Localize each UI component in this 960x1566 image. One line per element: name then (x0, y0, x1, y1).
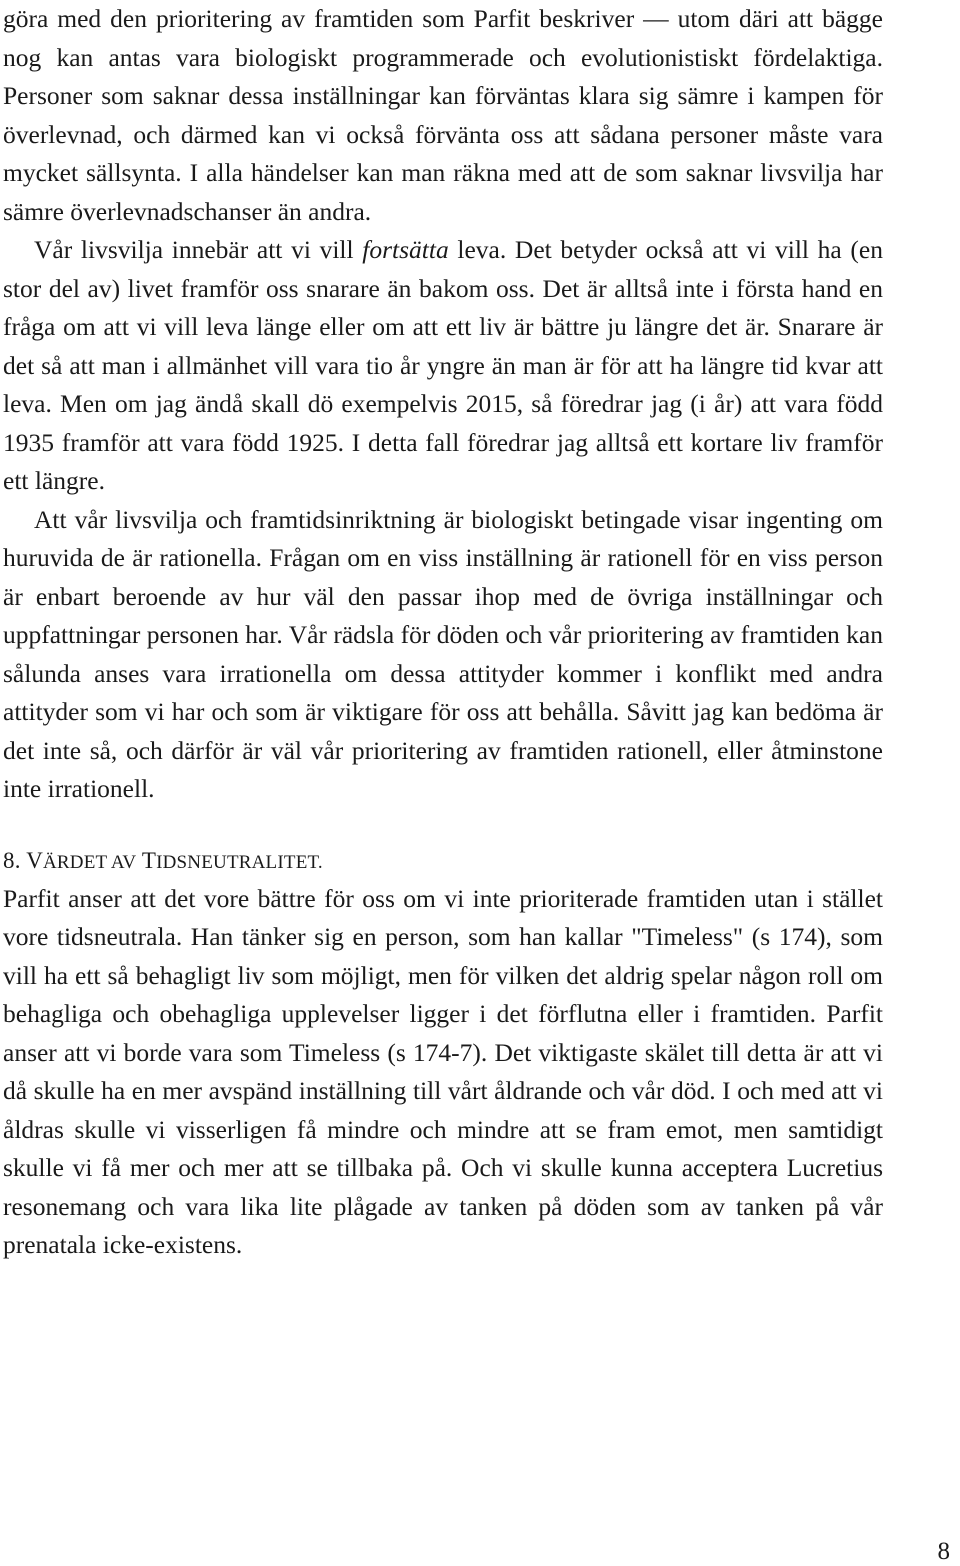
heading-smallcaps: AV (110, 851, 137, 873)
body-paragraph (3, 231, 883, 501)
paragraph-text: leva. Det betyder också att vi vill ha (en stor del av) livet framför oss snarare än bakom oss. Det är alltså inte i första hand en fråga om att vi vill leva länge eller om att ett liv är bättre ju längre det är. Snarare är det så att man i allmänhet vill vara tio år yngre än man är för att ha längre tid kvar att leva. Men om jag ändå skall dö exempelvis 2015, så föredrar jag (i år) att vara född 1935 framför att vara född 1925. I detta fall föredrar jag alltså ett kortare liv framför ett längre. (3, 235, 883, 495)
emphasized-word: fortsätta (362, 235, 449, 264)
heading-initial: T (141, 847, 157, 873)
body-paragraph: göra med den prioritering av framtiden som Parfit beskriver — utom däri att bägge nog kan antas vara biologiskt programmerade och evolutionistiskt fördelaktiga. Personer som saknar dessa inställningar kan förväntas klara sig sämre i kampen för överlevnad, och därmed kan vi också förvänta oss att sådana personer måste vara mycket sällsynta. I alla händelser kan man räkna med att de som saknar livsvilja har sämre överlevnadschanser än andra. (3, 4, 883, 226)
body-paragraph: Parfit anser att det vore bättre för oss om vi inte prioriterade framtiden utan i stället vore tidsneutrala. Han tänker sig en person, som han kallar "Timeless" (s 174), som vill ha ett så behagligt liv som möjligt, men för vilken det aldrig spelar någon roll om behagliga och obehagliga upplevelser ligger i det förflutna eller i framtiden. Parfit anser att vi borde vara som Timeless (s 174-7). Det viktigaste skälet till detta är att vi då skulle ha en mer avspänd inställning till vårt åldrande och vår död. I och med att vi åldras skulle vi visserligen få mindre och mindre att se fram emot, men samtidigt skulle vi få mer och mer att se tillbaka på. Och vi skulle kunna acceptera Lucretius resonemang och vara lika lite plågade av tanken på döden som av tanken på vår prenatala icke-existens. (3, 883, 883, 1259)
section-heading (3, 844, 883, 880)
document-page (3, 0, 883, 1265)
heading-smallcaps: ÄRDET (43, 851, 111, 873)
page-number: 8 (937, 1538, 950, 1565)
body-paragraph: Att vår livsvilja och framtidsinriktning är biologiskt betingade visar ingenting om huruvida de är rationella. Frågan om en viss inställning är rationell för en viss person är enbart beroende av hur väl den passar ihop med de övriga inställningar och uppfattningar personen har. Vår rädsla för döden och vår prioritering av framtiden kan sålunda anses vara irrationella om dessa attityder kommer i konflikt med andra attityder som vi har och som är viktigare för oss att behålla. Såvitt jag kan bedöma är det inte så, och därför är väl vår prioritering av framtiden rationell, eller åtminstone inte irrationell. (3, 504, 883, 803)
section-number: 8. (3, 847, 27, 873)
heading-smallcaps: IDSNEUTRALITET. (156, 851, 323, 873)
heading-initial: V (26, 847, 43, 873)
paragraph-text: Vår livsvilja innebär att vi vill (34, 235, 363, 264)
